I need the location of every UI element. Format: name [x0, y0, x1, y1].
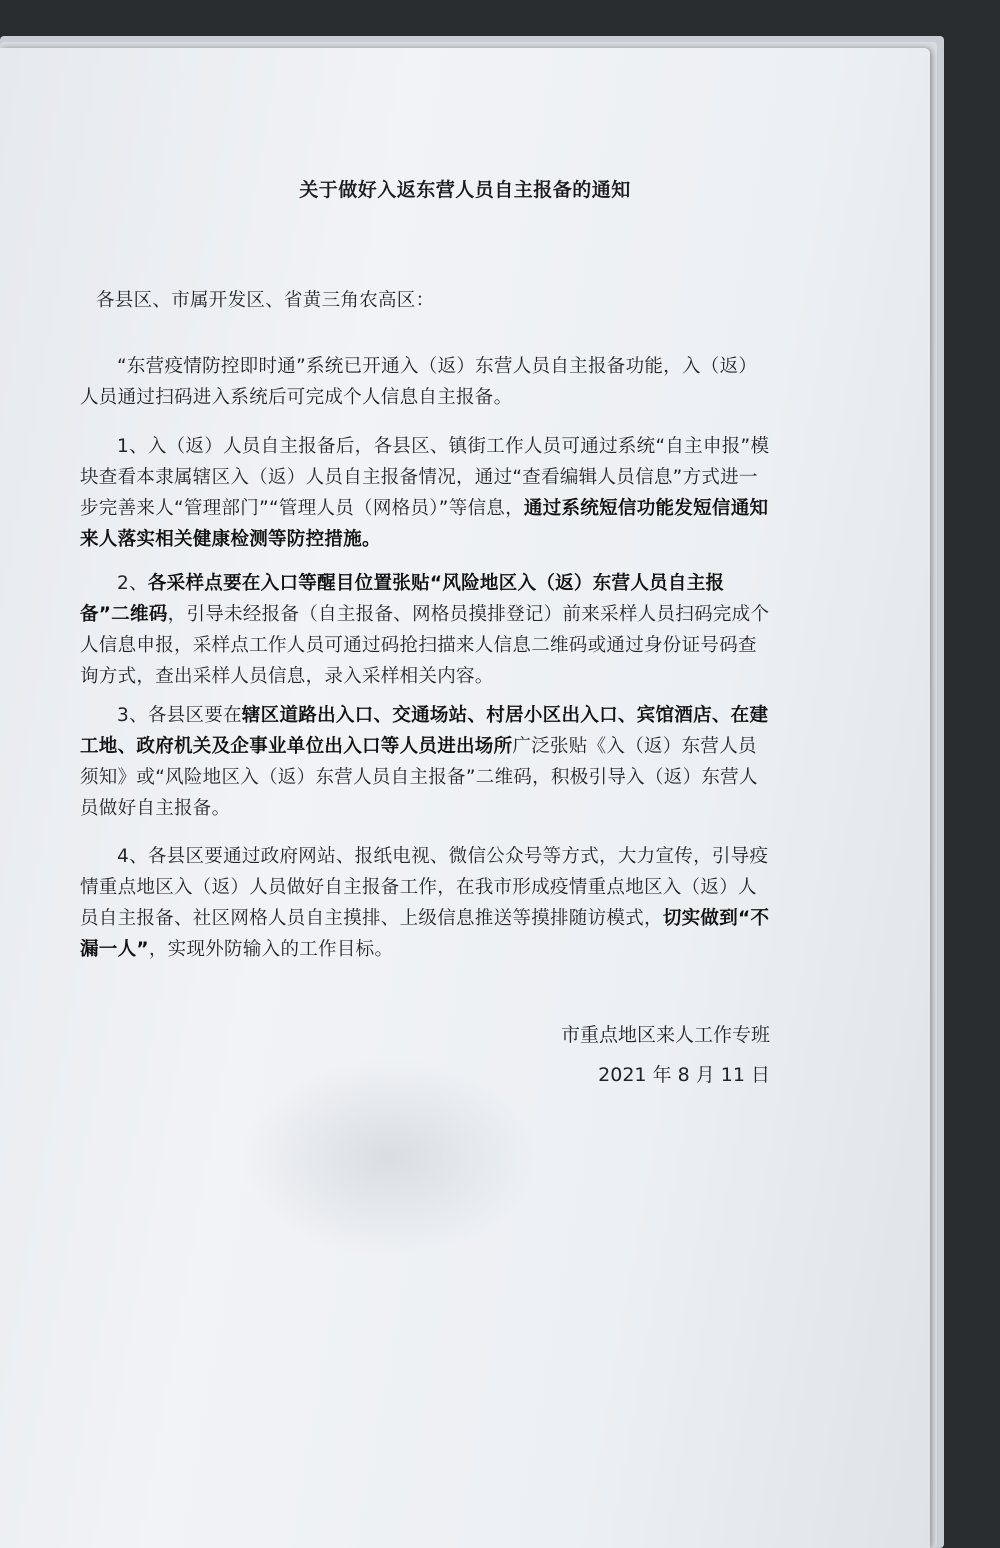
faded-qr-imprint	[240, 1058, 540, 1258]
item-1-text: 1、入（返）人员自主报备后，各县区、镇街工作人员可通过系统“自主申报”模块查看本隶属辖区入（返）人员自主报备情况，通过“查看编辑人员信息”方式进一步完善来人“管理部门”“管理人员（网格员）”等信息，	[80, 436, 770, 519]
item-4-text: 4、各县区要通过政府网站、报纸电视、微信公众号等方式，大力宣传，引导疫情重点地区入（返）人员做好自主报备工作，在我市形成疫情重点地区入（返）人员自主报备、社区网格人员自主摸排、上级信息推送等摸排随访模式，	[80, 846, 769, 929]
notice-page	[0, 48, 930, 1548]
item-1-bold-text: 通过系统短信功能发短信通知来人落实相关健康检测等防控措施。	[80, 498, 769, 550]
item-4-paragraph	[80, 841, 770, 965]
item-2-paragraph	[80, 568, 770, 692]
intro-paragraph: “东营疫情防控即时通”系统已开通入（返）东营人员自主报备功能，入（返）人员通过扫码进入系统后可完成个人信息自主报备。	[80, 356, 758, 408]
item-3-paragraph	[80, 700, 770, 824]
item-4-bold-text: 切实做到“不漏一人”	[80, 908, 770, 960]
item-2-text: ，引导未经报备（自主报备、网格员摸排登记）前来采样人员扫码完成个人信息申报，采样点工作人员可通过码抢扫描来人信息二维码或通过身份证号码查询方式，查出采样人员信息，录入采样相关内容。	[80, 604, 770, 687]
item-3-text: 广泛张贴《入（返）东营人员须知》或“风险地区入（返）东营人员自主报备”二维码，积极引导入（返）东营人员做好自主报备。	[80, 736, 758, 819]
item-2-bold-text: 各采样点要在入口等醒目位置张贴“风险地区入（返）东营人员自主报备”二维码	[80, 573, 725, 625]
item-3-bold-text: 辖区道路出入口、交通场站、村居小区出入口、宾馆酒店、在建工地、政府机关及企事业单位出入口等人员进出场所	[80, 705, 769, 757]
notice-title: 关于做好入返东营人员自主报备的通知	[299, 179, 631, 201]
signature-date: 2021 年 8 月 11 日	[598, 1064, 770, 1086]
item-2-prefix: 2、	[117, 573, 148, 594]
item-3-prefix: 3、各县区要在	[117, 705, 242, 726]
salutation: 各县区、市属开发区、省黄三角农高区：	[96, 290, 435, 311]
item-4-tail: ，实现外防输入的工作目标。	[148, 939, 394, 960]
signature-unit: 市重点地区来人工作专班	[560, 1024, 770, 1046]
item-1-paragraph	[80, 431, 770, 555]
